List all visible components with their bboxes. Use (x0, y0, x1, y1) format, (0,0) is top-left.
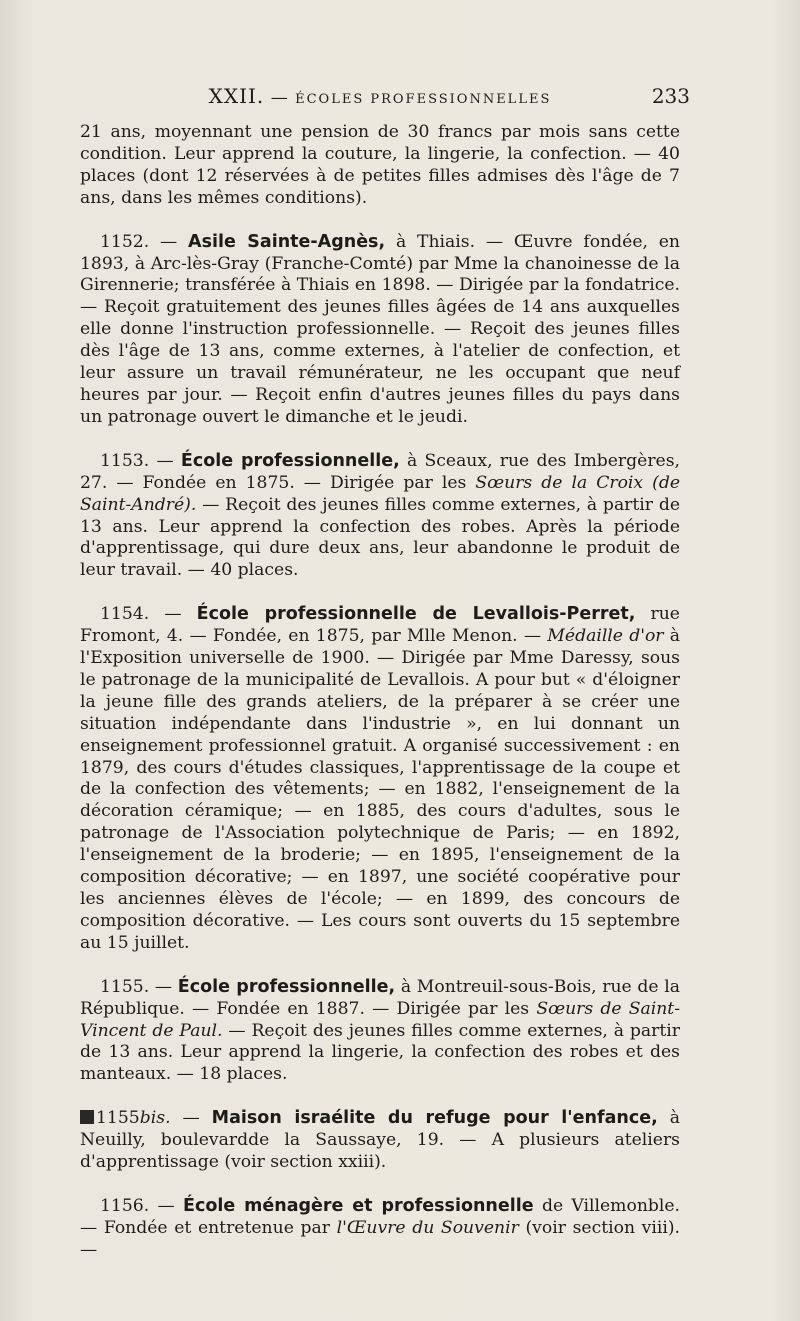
entry-title: Maison israélite du refuge pour l'enfance, (211, 1108, 658, 1129)
page-content (80, 122, 680, 1262)
entry-title: École professionnelle de Levallois-Perret, (196, 604, 636, 625)
entry-body-continued: — Reçoit des jeunes filles comme externes, à partir de 13 ans. Leur apprend la lingerie, la confection des robes et des manteaux. — 18 places. (80, 1020, 681, 1085)
entry-italic: Sœurs de Saint-Vincent de Paul. (80, 998, 681, 1041)
entry-1154 (80, 604, 680, 955)
entry-1153 (80, 451, 680, 582)
entry-separator: — (156, 450, 174, 471)
entry-title: École professionnelle, (177, 976, 396, 997)
entry-body: rue Fromont, 4. — Fondée, en 1875, par Mlle Menon. — (80, 604, 680, 647)
entry-italic: Sœurs de la Croix (de Saint-André). (80, 472, 681, 515)
entry-body: de Villemonble. — Fondée et entretenue par (80, 1195, 681, 1238)
header-dash: — (270, 88, 289, 108)
bookmark-icon (80, 1110, 94, 1124)
entry-body: à Thiais. — Œuvre fondée, en 1893, à Arc-lès-Gray (Franche-Comté) par Mme la chanoinesse de la Girennerie; transférée à Thiais en 1898. — Dirigée par la fondatrice. — Reçoit gratuitement des jeunes filles âgées de 14 ans auxquelles elle donne l'instruction professionnelle. — Reçoit des jeunes filles dès l'âge de 13 ans, comme externes, à l'atelier de confection, et leur assure un travail rémunérateur, ne les occupant que neuf heures par jour. — Reçoit enfin d'autres jeunes filles du pays dans un patronage ouvert le dimanche et le jeudi. (80, 231, 680, 427)
entry-body-continued: (voir section viii). — (80, 1217, 681, 1260)
entry-separator: — (154, 976, 173, 997)
continued-paragraph: 21 ans, moyennant une pension de 30 francs par mois sans cette condition. Leur apprend la couture, la lingerie, la confection. — 40 places (dont 12 réservées à de petites filles admises dès l'âge de 7 ans, dans les mêmes conditions). (80, 122, 680, 208)
chapter-title: ÉCOLES PROFESSIONNELLES (295, 92, 552, 107)
entry-body: à Sceaux, rue des Imbergères, 27. — Fondée en 1875. — Dirigée par les (80, 450, 680, 493)
entry-1155-bis (80, 1108, 680, 1174)
entry-number: 1154. (100, 604, 150, 625)
page-number: 233 (651, 84, 690, 108)
entry-separator: — (157, 1195, 175, 1216)
running-title (80, 84, 680, 108)
entry-number: 1156. (100, 1195, 150, 1216)
entry-italic: l'Œuvre du Souvenir (336, 1217, 519, 1238)
entry-body-continued: à l'Exposition universelle de 1900. — Dirigée par Mme Daressy, sous le patronage de la municipalité de Levallois. A pour but « d'éloigner la jeune fille des grands ateliers, de la préparer à se créer une situation indépendante dans l'industrie », en lui donnant un enseignement professionnel gratuit. A organisé successivement : en 1879, des cours d'études classiques, l'apprentissage de la coupe et de la confection des vêtements; — en 1882, l'enseignement de la décoration céramique; — en 1885, des cours d'adultes, sous le patronage de l'Association polytechnique de Paris; — en 1892, l'enseignement de la broderie; — en 1895, l'enseignement de la composition décorative; — en 1897, une société coopérative pour les anciennes élèves de l'école; — en 1899, des concours de composition décorative. — Les cours sont ouverts du 15 septembre au 15 juillet. (80, 626, 680, 953)
entry-title: École professionnelle, (180, 450, 400, 471)
entry-body: à Montreuil-sous-Bois, rue de la République. — Fondée en 1887. — Dirigée par les (80, 976, 680, 1019)
running-header (80, 84, 690, 112)
entry-1156 (80, 1196, 680, 1262)
entry-body: à Neuilly, boulevardde la Saussaye, 19. — A plusieurs ateliers d'apprentissage (voir section xxiii). (80, 1108, 680, 1173)
entry-1152 (80, 232, 680, 429)
entry-title: École ménagère et professionnelle (183, 1195, 534, 1216)
entry-title: Asile Sainte-Agnès, (188, 231, 386, 252)
entry-separator: — (160, 231, 178, 252)
entry-separator: — (164, 604, 182, 625)
entry-number: 1152. (100, 231, 150, 252)
entry-number: 1155. (100, 976, 150, 997)
entry-number: 1155 (96, 1108, 140, 1129)
entry-1155 (80, 977, 680, 1087)
entry-number: 1153. (100, 450, 150, 471)
entry-bis: bis. (139, 1108, 171, 1129)
entry-separator: — (182, 1108, 200, 1129)
entry-italic: Médaille d'or (547, 626, 664, 647)
entry-body-continued: — Reçoit des jeunes filles comme externes, à partir de 13 ans. Leur apprend la confection des robes. Après la période d'apprentissage, qui dure deux ans, leur abandonne le produit de leur travail. — 40 places. (80, 494, 680, 581)
chapter-number: XXII. (208, 84, 265, 108)
